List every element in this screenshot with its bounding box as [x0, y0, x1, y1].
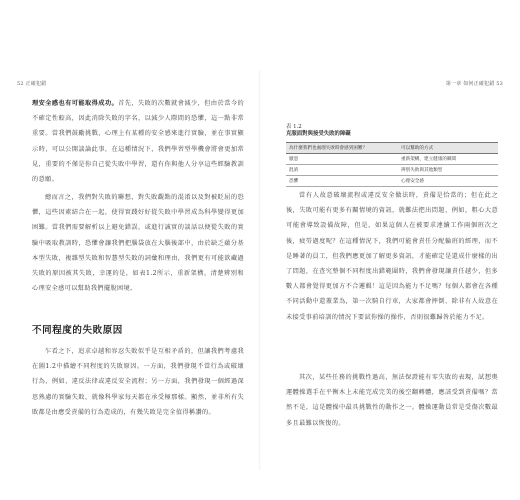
table-cell: 混淆: [286, 165, 398, 176]
right-running-head: 第一章 如何正確犯錯 53: [445, 81, 503, 87]
section-heading: 不同程度的失敗原因: [32, 325, 123, 336]
table-number: 表 1.2: [286, 124, 302, 130]
table-cell: 辨別失敗與其他類型: [398, 165, 498, 176]
table-title: 克服面對與接受失敗的障礙: [286, 131, 351, 137]
right-page: [260, 0, 520, 500]
table-caption: [286, 124, 351, 138]
table-cell: 厭惡: [286, 154, 398, 165]
table-row: [286, 165, 498, 176]
obstacles-table: [286, 142, 498, 187]
table-row: [286, 176, 498, 187]
intro-paragraph: [32, 96, 244, 187]
left-running-head: 52 正確犯錯: [17, 81, 47, 87]
left-paragraph-3: 乍看之下，追求卓越和容忍失敗似乎是互相矛盾的，但讓我們考慮我在圖1.2中描繪不同程度的失敗原因。一方面，我們發現不當行為或破壞行為，例如，違反法律或違反安全流程；另一方面，我們發現一個經過深思熟慮的實驗失敗，就像科學家每天都在承受極那樣。顯然，並非所有失敗都是由應受責備的行為造成的，有幾失敗是完全值得稱讚的。: [32, 348, 244, 416]
intro-bold-lead: 理安全感也有可能取得成功。: [32, 100, 119, 107]
table-cell: 重新架構，建立健康的瞬間: [398, 154, 498, 165]
left-paragraph-2: 總而言之，我們對失敗的聯想，對失敗觀點的混淆以及對被貶屈的恐懼，這些因素結合在一起，使得實踐好好從失敗中學習成為科學變得更加困難。當我們需要解析以上避免錯誤，或進行誠實的談話以便從失敗的實驗中吸取教訓時，恐懼會讓我們把腦袋放在大腦後部中，由於缺乏蘊分基本型失敗，複雜型失敗和智慧型失敗的詞彙和理由，我們更有可能欲藏過失敗的原因被其失敗，幸運的是，如表1.2所示，重新架構，清楚辨別和心理安全感可以幫助我們擺脫困境。: [32, 194, 244, 293]
right-paragraph-1: 當有人故意破壞流程或違反安全做法時，責備是恰當的；但在此之後，失敗可能有更多有關情境的資訊，就難法把出問題，例如，粗心大意可能會導致設備故障，但是，如果這個人在被要求連續工作兩個班次之後，疲勞過度呢？在這種情況下，我們可能會責任分配輪班的經理，而不是睡著的員工，但我們應更加了解更多資訊，才能確定是還成什麼樣的出了問題，在查究整個不同程度出錯範圍時，我們會發現讓責任越少，但多數人都會覺得更加方不合邏輯！這是因為能力不足嗎？每個人都會在各種不同活動中還蓋業為，第一次騎自行車，大家都會摔倒，除非有人故意在未接受事前培訓的情況下要試你操的操作，否則很難歸咎於能力不足。: [286, 192, 498, 321]
right-paragraph-2: 其次，某些任務的挑戰性過高，無法保證能有零失敗的表現，試想奧運體操選手在平衡木上未能完成完美的後空翻轉體，應該受到責備嗎？當然不是，這是體操中最具挑戰性的動作之一。體操運動員常是受傷次數最多且最難以恢復的。: [286, 374, 498, 427]
table-cell: 心理安全感: [398, 176, 498, 187]
intro-body: 首先，失敗的次數就會減少，但由於當今的不確定性較高，因此消除失敗的字名，以減少人際間的恐懼，這一點非常重要。當我們鼓勵挑戰，心理上有某種的安全感來進行實驗，並在事實顯示時，可以公開談論此事，在這種情況下，我們學習型學機會將會更加常見，重要的不僅是你自己從失敗中學習，還有你與他人分享這些經驗教訓的意願。: [32, 100, 244, 184]
table-header-cell: 可以幫助的方式: [398, 143, 498, 154]
table-row: [286, 154, 498, 165]
table-cell: 恐懼: [286, 176, 398, 187]
table-header-cell: 為什麼我們也處理失敗時會感到困難？: [286, 143, 398, 154]
table-header-row: [286, 143, 498, 154]
